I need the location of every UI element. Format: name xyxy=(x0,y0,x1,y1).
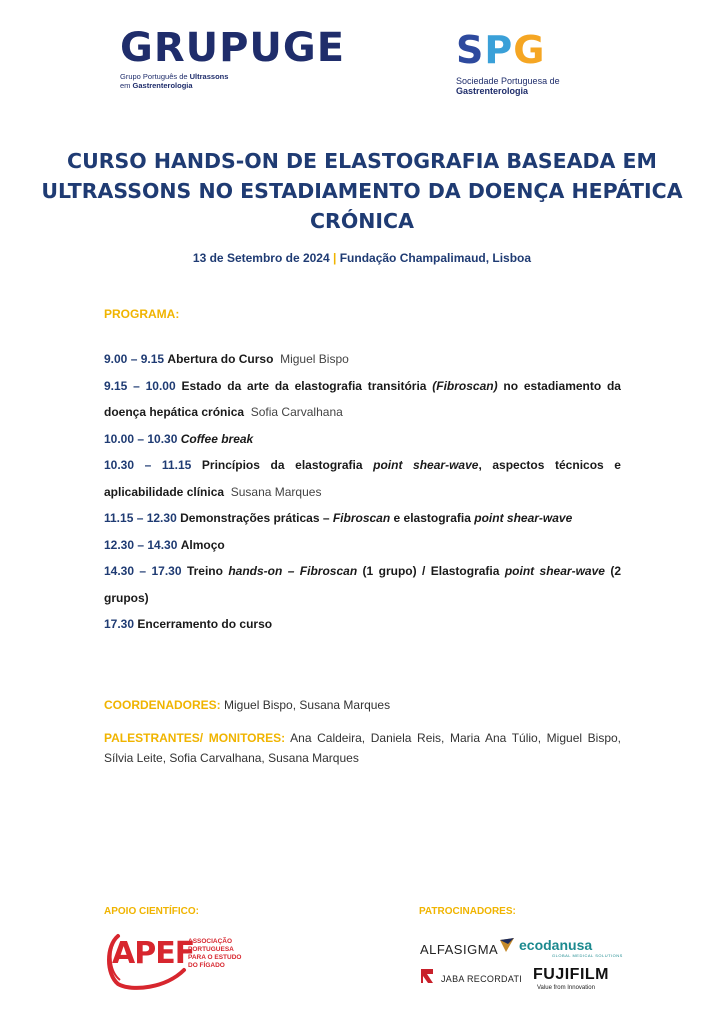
event-date: 13 de Setembro de 2024 xyxy=(192,251,330,265)
programme-time: 12.30 – 14.30 xyxy=(104,537,178,552)
programme-text: point shear-wave xyxy=(373,458,479,472)
subtitle-separator: | xyxy=(333,251,337,265)
programme-text: (2 grupos) xyxy=(104,564,621,605)
programme-time: 17.30 xyxy=(104,617,135,631)
programme-text: Treino xyxy=(186,564,229,578)
alfasigma-mark-icon xyxy=(500,938,514,952)
grupuge-logo xyxy=(120,25,360,90)
fujifilm-tagline: Value from Innovation xyxy=(537,985,595,991)
programme-speaker: Sofia Carvalhana xyxy=(250,405,343,419)
event-location: Fundação Champalimaud, Lisboa xyxy=(339,251,532,265)
apef-tagline: ASSOCIAÇÃO PORTUGUESA PARA O ESTUDO DO FÍGADO xyxy=(188,938,242,969)
programme-text: (Fibroscan) xyxy=(432,378,498,393)
programme-item xyxy=(104,558,621,611)
programme-time: 10.00 – 10.30 xyxy=(104,431,178,446)
fujifilm-logo: FUJIFILM xyxy=(533,966,609,983)
programme-speaker: Miguel Bispo xyxy=(280,352,349,366)
spg-logo-word: SPG xyxy=(456,28,546,72)
programme-time: 14.30 – 17.30 xyxy=(104,564,182,578)
programme-text: Princípios da elastografia xyxy=(201,458,374,472)
programme-text: Coffee break xyxy=(180,431,254,446)
spg-logo xyxy=(456,30,596,96)
event-date-location xyxy=(40,251,684,265)
coordinators-names: Miguel Bispo, Susana Marques xyxy=(224,698,391,712)
programme-speaker: Susana Marques xyxy=(230,484,322,499)
programme-text: e elastografia xyxy=(390,511,475,525)
programme-item xyxy=(104,452,621,505)
scientific-support-label: APOIO CIENTÍFICO: xyxy=(104,906,199,917)
programme-item xyxy=(104,505,621,532)
page-title: CURSO HANDS-ON DE ELASTOGRAFIA BASEADA EM ULTRASSONS NO ESTADIAMENTO DA DOENÇA HEPÁTICA CRÓNICA xyxy=(41,149,683,233)
jaba-recordati-mark-icon xyxy=(420,968,434,984)
programme-text: Demonstrações práticas – xyxy=(180,511,333,525)
programme-time: 9.15 – 10.00 xyxy=(104,378,176,393)
programme-item xyxy=(104,426,621,453)
programme-text: (1 grupo) / Elastografia xyxy=(357,564,505,578)
programme-text: Encerramento do curso xyxy=(137,617,273,631)
programme-time: 9.00 – 9.15 xyxy=(104,352,165,366)
speakers-names: Ana Caldeira, Daniela Reis, Maria Ana Túlio, Miguel Bispo, Sílvia Leite, Sofia Carvalhana, Susana Marques xyxy=(104,731,621,765)
ecodanusa-logo: ecodanusa xyxy=(519,937,593,953)
apef-logo-word: APEF xyxy=(112,936,195,971)
programme-text: point shear-wave xyxy=(474,511,573,525)
programme-text: point shear-wave xyxy=(504,564,605,578)
programme-text: Estado da arte da elastografia transitória xyxy=(181,378,433,393)
alfasigma-logo: ALFASIGMA xyxy=(420,942,499,957)
programme-label: PROGRAMA: xyxy=(104,307,180,321)
programme-item xyxy=(104,346,621,373)
apef-logo xyxy=(104,930,242,1000)
programme-text: Abertura do Curso xyxy=(167,352,274,366)
programme-time: 11.15 – 12.30 xyxy=(104,511,177,525)
grupuge-logo-word: GRUPUGE xyxy=(120,25,346,71)
speakers-label: PALESTRANTES/ MONITORES: xyxy=(104,731,286,745)
coordinators-label: COORDENADORES: xyxy=(104,698,221,712)
coordinators xyxy=(104,698,390,712)
jaba-recordati-logo: JABA RECORDATI xyxy=(441,974,523,984)
programme-text: Fibroscan xyxy=(332,511,391,525)
sponsors-label: PATROCINADORES: xyxy=(419,906,516,917)
spg-logo-subtitle: Sociedade Portuguesa de Gastrenterologia xyxy=(456,76,560,96)
programme-list xyxy=(104,346,621,638)
grupuge-logo-subtitle: Grupo Português de Ultrassons em Gastrenterologia xyxy=(120,72,229,90)
ecodanusa-tagline: GLOBAL MEDICAL SOLUTIONS xyxy=(552,953,623,958)
programme-text: , aspectos técnicos e aplicabilidade clínica xyxy=(104,458,621,499)
speakers xyxy=(104,728,621,768)
programme-text: hands-on – Fibroscan xyxy=(228,564,358,578)
programme-item xyxy=(104,532,621,559)
programme-item xyxy=(104,611,621,638)
programme-text: no estadiamento da doença hepática crónica xyxy=(104,378,621,419)
programme-item xyxy=(104,373,621,426)
programme-time: 10.30 – 11.15 xyxy=(104,458,192,472)
programme-text: Almoço xyxy=(180,537,225,552)
